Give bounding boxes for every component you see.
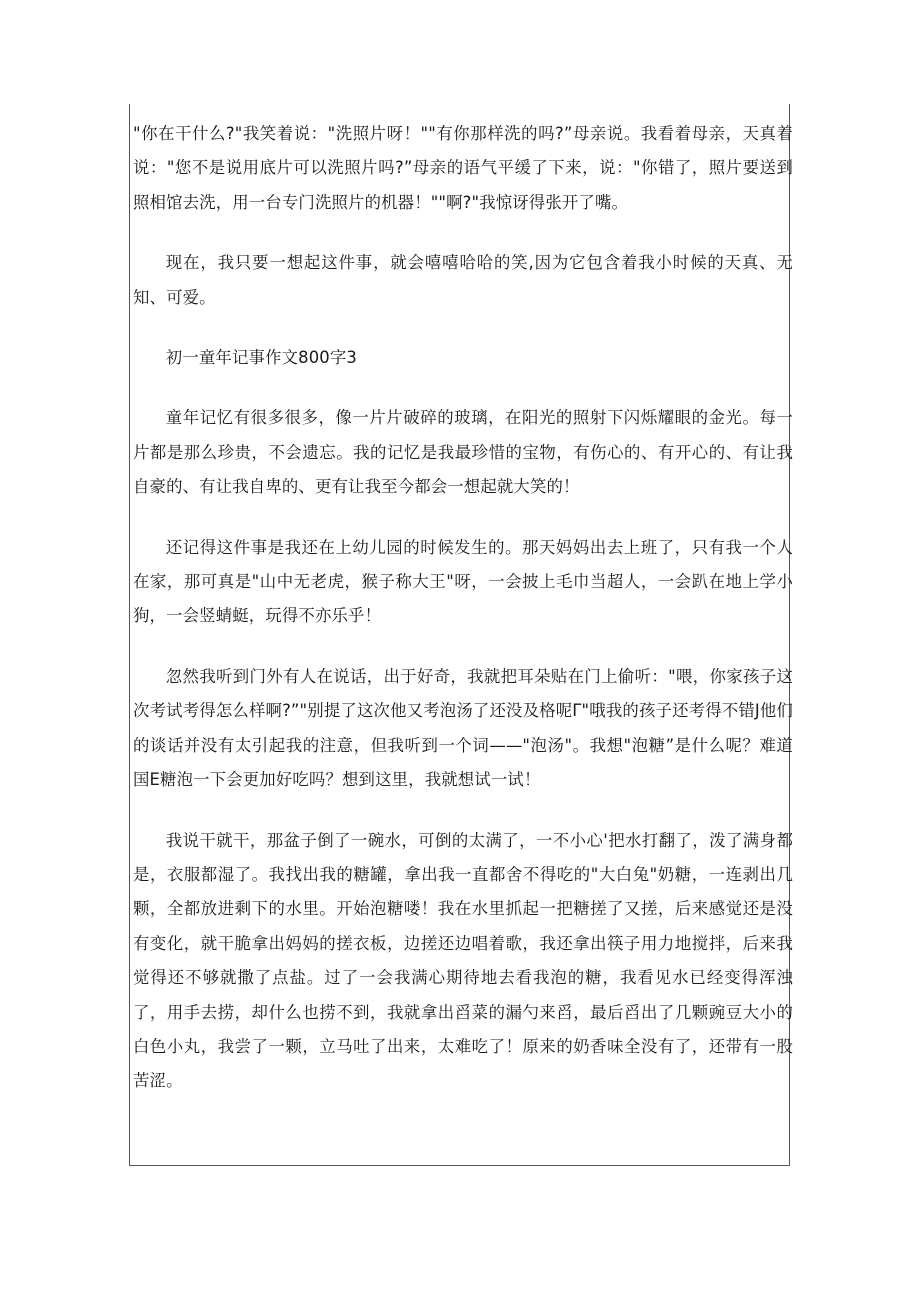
paragraph-6: 忽然我听到门外有人在说话，出于好奇，我就把耳朵贴在门上偷听："喂，你家孩子这次考试考得怎么样啊?”"别提了这次他又考泡汤了还没及格呢Γ"哦我的孩子还考得不错J他们的谈话并没有太引起我的注意，但我听到一个词——"泡汤"。我想"泡糖”是什么呢？难道国E糖泡一下会更加好吃吗？想到这里，我就想试一试！ xyxy=(133,666,793,790)
paragraph-2: 现在，我只要一想起这件事，就会嘻嘻哈哈的笑,因为它包含着我小时候的天真、无知、可爱。 xyxy=(133,253,793,307)
section-heading: 初一童年记事作文800字3 xyxy=(165,348,357,368)
paragraph-7: 我说干就干，那盆子倒了一碗水，可倒的太满了，一不小心'把水打翻了，泼了满身都是，衣服都湿了。我找出我的糖罐，拿出我一直都舍不得吃的"大白兔"奶糖，一连剥出几颗，全都放进剩下的水里。开始泡糖喽！我在水里抓起一把糖搓了又搓，后来感觉还是没有变化，就干脆拿出妈妈的搓衣板，边搓还边唱着歌，我还拿出筷子用力地搅拌，后来我觉得还不够就撒了点盐。过了一会我满心期待地去看我泡的糖，我看见水已经变得浑浊了，用手去捞，却什么也捞不到，我就拿出舀菜的漏勺来舀，最后舀出了几颗豌豆大小的白色小丸，我尝了一颗，立马吐了出来，太难吃了！原来的奶香味全没有了，还带有一股苦涩。 xyxy=(133,830,793,1091)
paragraph-1: "你在干什么?"我笑着说："洗照片呀！""有你那样洗的吗?”母亲说。我看着母亲，天真着说："您不是说用底片可以洗照片吗?”母亲的语气平缓了下来，说："你错了，照片要送到照相馆去洗，用一台专门洗照片的机器！""啊?"我惊讶得张开了嘴。 xyxy=(133,124,793,212)
paragraph-4: 童年记忆有很多很多，像一片片破碎的玻璃，在阳光的照射下闪烁耀眼的金光。每一片都是那么珍贵，不会遗忘。我的记忆是我最珍惜的宝物，有伤心的、有开心的、有让我自豪的、有让我自卑的、更有让我至今都会一想起就大笑的！ xyxy=(133,408,793,497)
paragraph-5: 还记得这件事是我还在上幼儿园的时候发生的。那天妈妈出去上班了，只有我一个人在家，那可真是"山中无老虎，猴子称大王"呀，一会披上毛巾当超人，一会趴在地上学小狗，一会竖蜻蜓，玩得不亦乐乎！ xyxy=(133,537,793,626)
document-body xyxy=(133,117,793,1099)
